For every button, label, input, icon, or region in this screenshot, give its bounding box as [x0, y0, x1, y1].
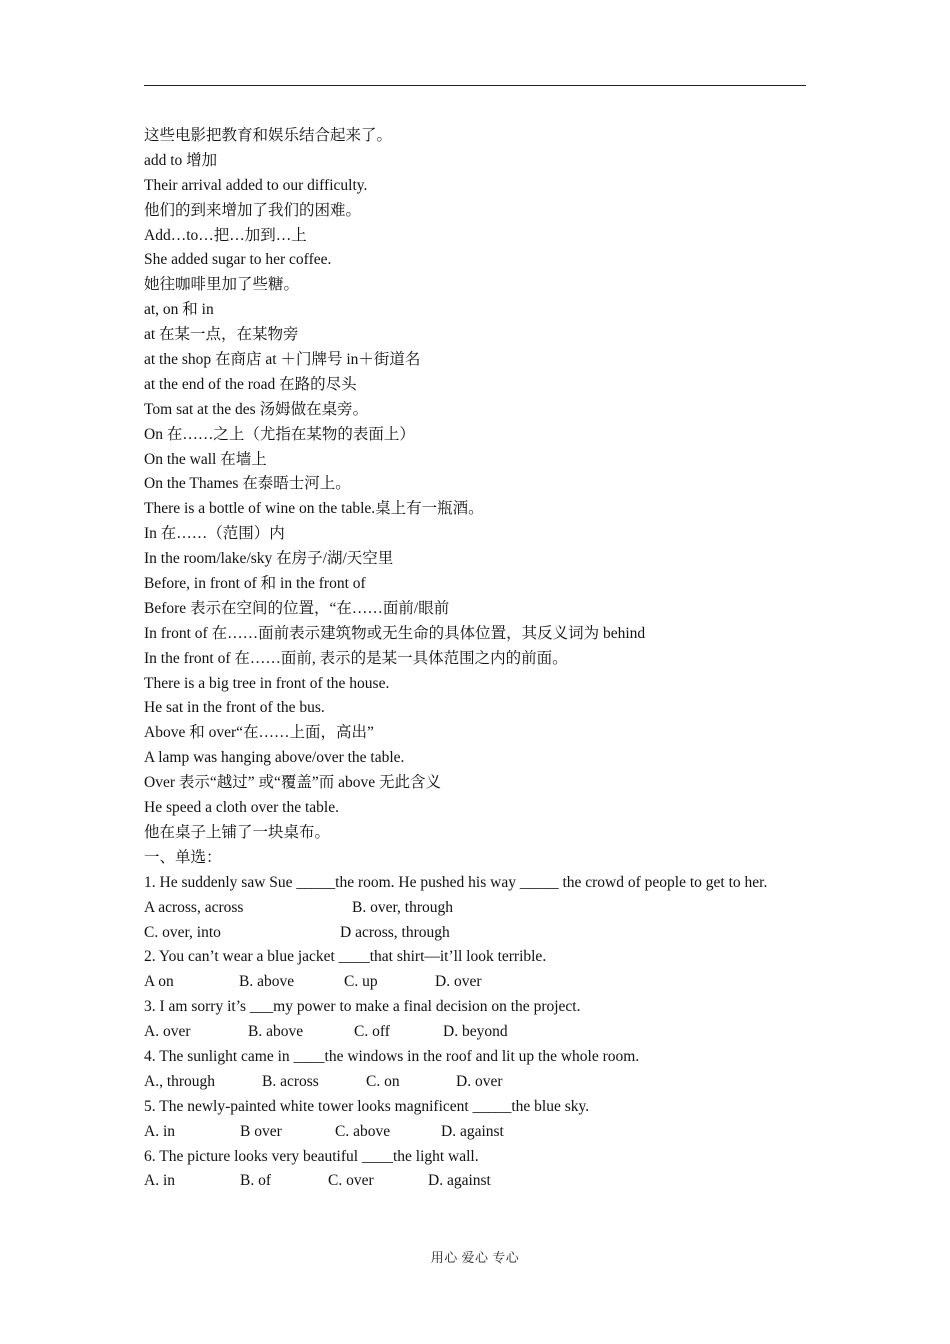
option: D. against [441, 1122, 504, 1140]
option: D. over [435, 973, 482, 991]
text-line: On the Thames 在泰晤士河上。 [144, 475, 351, 493]
option: C. over [328, 1172, 374, 1190]
header-rule [144, 85, 806, 86]
text-line: 这些电影把教育和娱乐结合起来了。 [144, 127, 393, 144]
option: B. above [248, 1023, 304, 1041]
text-line: On 在……之上（尤指在某物的表面上） [144, 425, 415, 443]
option: C. over, into [144, 923, 221, 941]
text-line: at the shop 在商店 at ＋门牌号 in＋街道名 [144, 351, 421, 369]
text-line: 他在桌子上铺了一块桌布。 [144, 823, 331, 841]
option: D across, through [340, 923, 450, 941]
option: B over [240, 1122, 282, 1140]
option: D. over [456, 1072, 503, 1090]
question-stem: 6. The picture looks very beautiful ____the light wall. [144, 1147, 479, 1165]
text-line: Their arrival added to our difficulty. [144, 176, 368, 194]
text-line: In the room/lake/sky 在房子/湖/天空里 [144, 550, 394, 568]
options-row [144, 921, 806, 946]
question-stem: 1. He suddenly saw Sue _____the room. He pushed his way _____ the crowd of people to get to her. [144, 873, 768, 891]
text-line: On the wall 在墙上 [144, 450, 267, 468]
option: C. off [354, 1023, 390, 1041]
text-line: at, on 和 in [144, 301, 214, 319]
text-line: Above 和 over“在……上面，高出” [144, 724, 374, 742]
text-line: In 在……（范围）内 [144, 525, 285, 543]
options-row [144, 1020, 806, 1045]
text-line: add to 增加 [144, 151, 218, 169]
text-line: at the end of the road 在路的尽头 [144, 375, 357, 393]
text-line: She added sugar to her coffee. [144, 251, 332, 269]
document-body [144, 124, 806, 1194]
option: A. in [144, 1172, 175, 1190]
text-line: He speed a cloth over the table. [144, 799, 339, 817]
option: A on [144, 973, 174, 991]
text-line: There is a big tree in front of the house. [144, 674, 390, 692]
option: C. above [335, 1122, 391, 1140]
text-line: Before, in front of 和 in the front of [144, 575, 366, 593]
text-line: Add…to…把…加到…上 [144, 226, 307, 244]
text-line: He sat in the front of the bus. [144, 699, 325, 717]
option: C. up [344, 973, 378, 991]
option: D. beyond [443, 1023, 508, 1041]
text-line: A lamp was hanging above/over the table. [144, 749, 405, 767]
option: A across, across [144, 898, 244, 916]
text-line: Over 表示“越过” 或“覆盖”而 above 无此含义 [144, 774, 442, 792]
question-stem: 5. The newly-painted white tower looks magnificent _____the blue sky. [144, 1097, 590, 1115]
question-stem: 3. I am sorry it’s ___my power to make a final decision on the project. [144, 998, 581, 1016]
options-row [144, 970, 806, 995]
text-line: In the front of 在……面前, 表示的是某一具体范围之内的前面。 [144, 649, 568, 667]
options-row [144, 896, 806, 921]
option: B. over, through [352, 898, 453, 916]
options-row [144, 1070, 806, 1095]
question-stem: 2. You can’t wear a blue jacket ____that shirt—it’ll look terrible. [144, 948, 547, 966]
options-row [144, 1120, 806, 1145]
text-line: Tom sat at the des 汤姆做在桌旁。 [144, 400, 369, 418]
text-line: 他们的到来增加了我们的困难。 [144, 201, 362, 219]
text-line: There is a bottle of wine on the table.桌上有一瓶酒。 [144, 500, 484, 518]
option: B. of [240, 1172, 271, 1190]
page-footer: 用心 爱心 专心 [430, 1250, 520, 1265]
text-line: In front of 在……面前表示建筑物或无生命的具体位置，其反义词为 behind [144, 624, 646, 642]
text-line: Before 表示在空间的位置，“在……面前/眼前 [144, 599, 450, 617]
options-row [144, 1169, 806, 1194]
text-line: 她往咖啡里加了些糖。 [144, 276, 300, 294]
option: A. over [144, 1023, 191, 1041]
option: B. across [262, 1072, 319, 1090]
question-stem: 4. The sunlight came in ____the windows in the roof and lit up the whole room. [144, 1047, 640, 1065]
option: B. above [239, 973, 295, 991]
option: A., through [144, 1072, 216, 1090]
section-heading: 一、单选： [144, 848, 222, 866]
option: C. on [366, 1072, 400, 1090]
option: A. in [144, 1122, 175, 1140]
option: D. against [428, 1172, 491, 1190]
text-line: at 在某一点，在某物旁 [144, 326, 299, 344]
